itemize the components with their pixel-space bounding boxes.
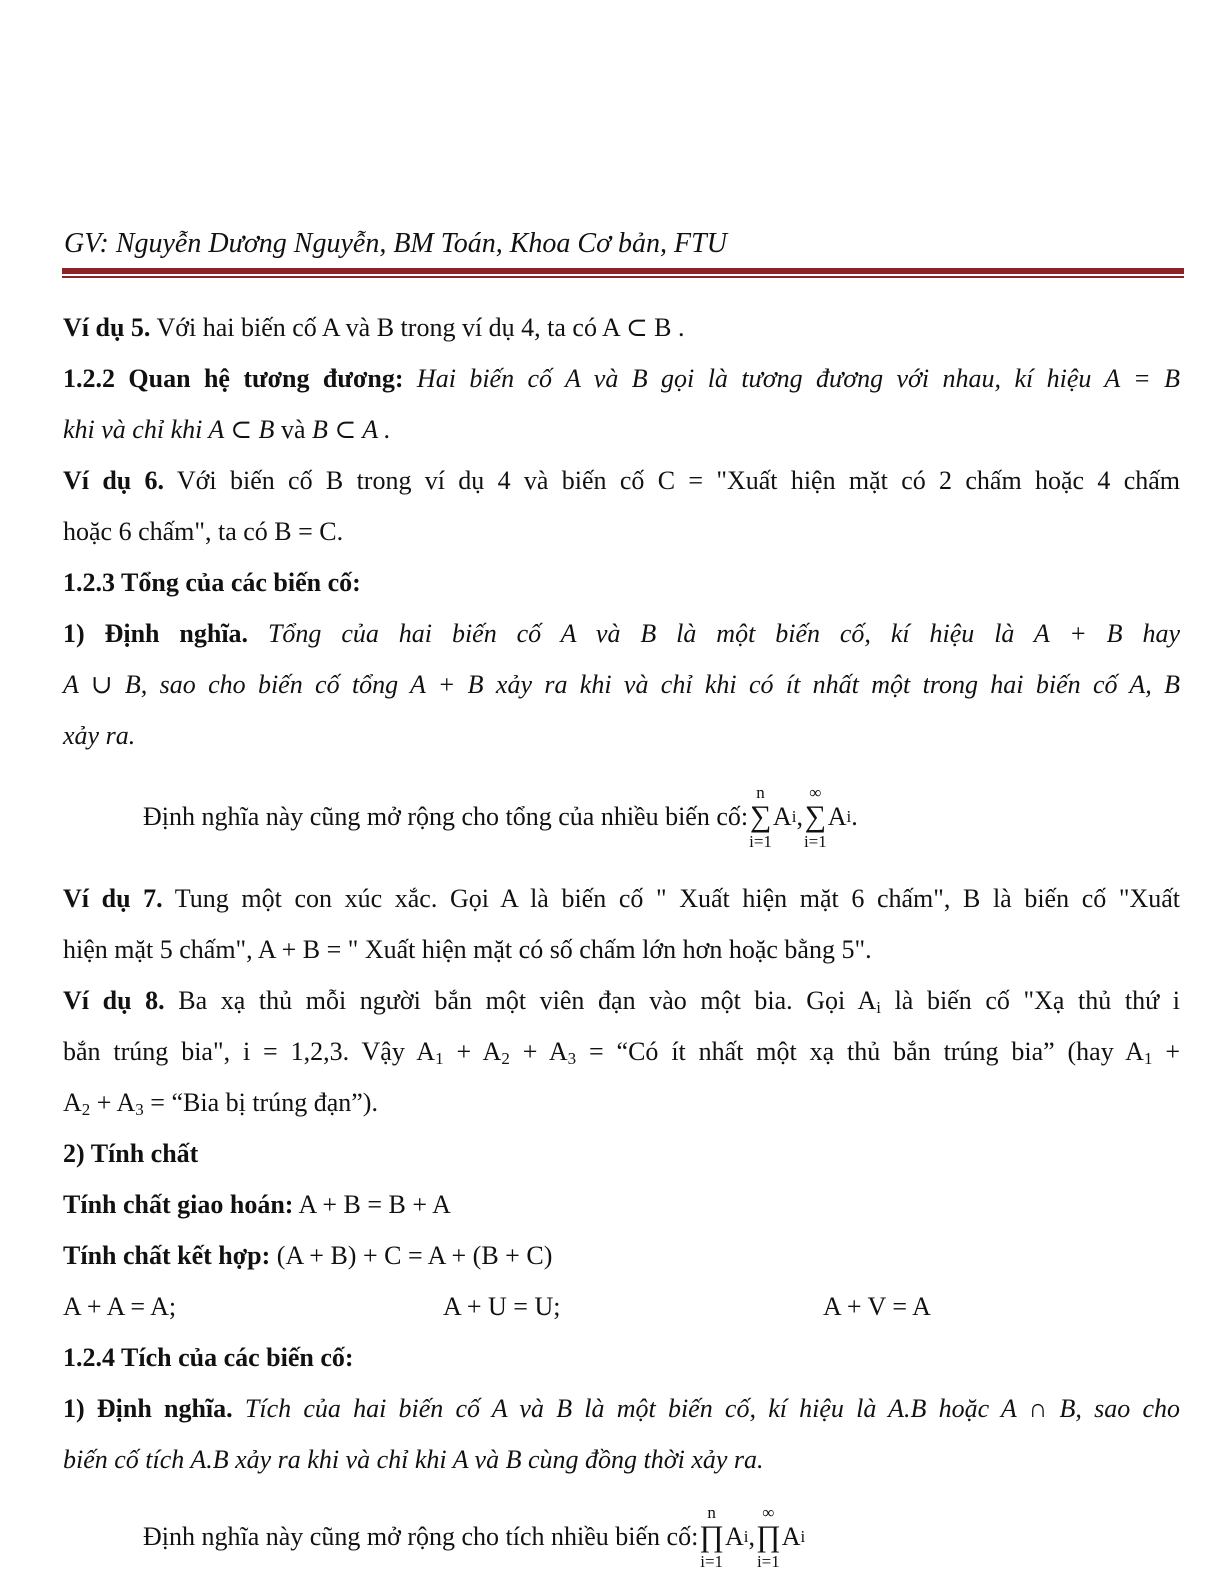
example-8-label: Ví dụ 8. [63,986,165,1015]
example-8-text-3b: + A [90,1088,136,1117]
property-a-plus-v: A + V = A [823,1292,931,1321]
associative-label: Tính chất kết hợp: [63,1241,271,1270]
section-1-2-2-text-2c: B ⊂ A . [312,415,391,444]
sum-term: A [772,802,792,831]
example-7-line-1 [63,873,1180,924]
product-term: A [725,1522,744,1551]
example-8-line-3 [63,1077,1180,1128]
section-1-2-2-text-1: Hai biến cố A và B gọi là tương đương với nhau, kí hiệu A = B [403,364,1180,393]
sum-definition-line-3: xảy ra. [63,721,136,750]
product-definition-text-1: Tích của hai biến cố A và B là một biến cố, kí hiệu là A.B hoặc A ∩ B, sao cho [232,1394,1180,1423]
product-operator-infinity [756,1504,781,1570]
identity-properties [63,1281,1180,1332]
example-7-label: Ví dụ 7. [63,884,163,913]
example-5 [63,302,1180,353]
example-8-text-3c: = “Bia bị trúng đạn”). [143,1088,378,1117]
sum-operator-n [749,784,772,850]
subscript: 2 [81,1100,91,1119]
subscript: 1 [1143,1049,1153,1068]
section-1-2-4-title: 1.2.4 Tích của các biến cố: [63,1343,354,1372]
product-term: A [781,1522,801,1551]
example-5-label: Ví dụ 5. [63,313,151,342]
sum-separator: , [796,802,803,831]
subscript: i [876,998,881,1017]
sum-extension-text: Định nghĩa này cũng mở rộng cho tổng của nhiều biến cố: [143,802,749,831]
product-lower-limit: i=1 [756,1551,780,1571]
sum-lower-limit: i=1 [803,831,827,851]
associative-formula: (A + B) + C = A + (B + C) [270,1241,553,1270]
sum-lower-limit: i=1 [749,831,772,851]
pi-product-symbol: ∏ [756,1520,781,1554]
example-6-line-1 [63,455,1180,506]
example-8-text-2b: + A [443,1037,502,1066]
property-a-plus-a: A + A = A; [63,1292,177,1321]
property-a-plus-u: A + U = U; [443,1292,561,1321]
sum-definition-line-1 [63,608,1180,659]
product-upper-limit-n: n [707,1503,716,1523]
commutative-formula: A + B = B + A [293,1190,451,1219]
product-extension-line: Định nghĩa này cũng mở rộng cho tích nhiều biến cố: n ∏ i=1 A i , ∞ ∏ i=1 A i [143,1503,806,1571]
example-6-label: Ví dụ 6. [63,466,165,495]
sum-extension-line: Định nghĩa này cũng mở rộng cho tổng của nhiều biến cố: n ∑ i=1 A i , ∞ ∑ i=1 A i . [143,783,858,851]
example-8-text-2e: + [1152,1037,1180,1066]
sum-operator-infinity [804,784,827,850]
example-8-text-2c: + A [509,1037,568,1066]
product-extension-text: Định nghĩa này cũng mở rộng cho tích nhiều biến cố: [143,1522,699,1551]
product-separator: , [748,1522,756,1551]
example-6-line-2: hoặc 6 chấm", ta có B = C. [63,517,344,546]
commutative-label: Tính chất giao hoán: [63,1190,294,1219]
section-1-2-2-text-2a: khi và chỉ khi A ⊂ B [63,415,281,444]
section-1-2-3-title: 1.2.3 Tổng của các biến cố: [63,568,361,597]
product-operator-n [699,1504,724,1570]
sum-definition-line-2: A ∪ B, sao cho biến cố tổng A + B xảy ra khi và chỉ khi có ít nhất một trong hai biến cố A, B [63,670,1180,699]
section-1-2-2-line-1 [63,353,1180,404]
pi-product-symbol: ∏ [699,1520,724,1554]
example-5-text: Với hai biến cố A và B trong ví dụ 4, ta có A ⊂ B . [150,313,685,342]
example-6-text-1: Với biến cố B trong ví dụ 4 và biến cố C = "Xuất hiện mặt có 2 chấm hoặc 4 chấm [164,466,1181,495]
sum-upper-limit-infinity: ∞ [809,783,822,803]
example-8-text-1a: Ba xạ thủ mỗi người bắn một viên đạn vào một bia. Gọi A [164,986,877,1015]
sum-end: . [851,802,858,831]
section-1-2-2-line-2 [63,404,1180,455]
example-8-text-2d: = “Có ít nhất một xạ thủ bắn trúng bia” (hay A [576,1037,1144,1066]
product-definition-label: 1) Định nghĩa. [63,1394,233,1423]
product-upper-limit-infinity: ∞ [762,1503,775,1523]
sum-definition-label: 1) Định nghĩa. [63,619,249,648]
header-rule-thick [62,268,1184,274]
product-lower-limit: i=1 [700,1551,724,1571]
header-rule-thin [62,276,1184,278]
subscript: 2 [501,1049,510,1068]
section-1-2-2-text-2b: và [280,415,312,444]
page-header: GV: Nguyễn Dương Nguyễn, BM Toán, Khoa Cơ bản, FTU [64,228,727,259]
example-8-text-3a: A [63,1088,82,1117]
sum-definition-text-1: Tổng của hai biến cố A và B là một biến cố, kí hiệu là A + B hay [248,619,1180,648]
properties-title: 2) Tính chất [63,1139,199,1168]
example-8-line-2 [63,1026,1180,1077]
sigma-symbol: ∑ [804,800,827,834]
subscript: 3 [135,1100,144,1119]
sum-upper-limit-n: n [756,783,765,803]
example-8-line-1 [63,975,1180,1026]
example-7-text-1: Tung một con xúc xắc. Gọi A là biến cố " Xuất hiện mặt 6 chấm", B là biến cố "Xuất [162,884,1181,913]
product-definition-line-2: biến cố tích A.B xảy ra khi và chỉ khi A và B cùng đồng thời xảy ra. [63,1445,764,1474]
subscript: 1 [435,1049,444,1068]
subscript: 3 [567,1049,577,1068]
example-7-line-2: hiện mặt 5 chấm", A + B = " Xuất hiện mặt có số chấm lớn hơn hoặc bằng 5". [63,935,872,964]
sigma-symbol: ∑ [749,800,772,834]
section-1-2-2-title: 1.2.2 Quan hệ tương đương: [63,364,404,393]
page-content [63,302,1180,1589]
example-8-text-1b: là biến cố "Xạ thủ thứ i [880,986,1180,1015]
product-definition-line-1 [63,1383,1180,1434]
sum-term: A [827,802,847,831]
commutative-property [63,1179,1180,1230]
associative-property [63,1230,1180,1281]
example-8-text-2a: bắn trúng bia", i = 1,2,3. Vậy A [63,1037,436,1066]
